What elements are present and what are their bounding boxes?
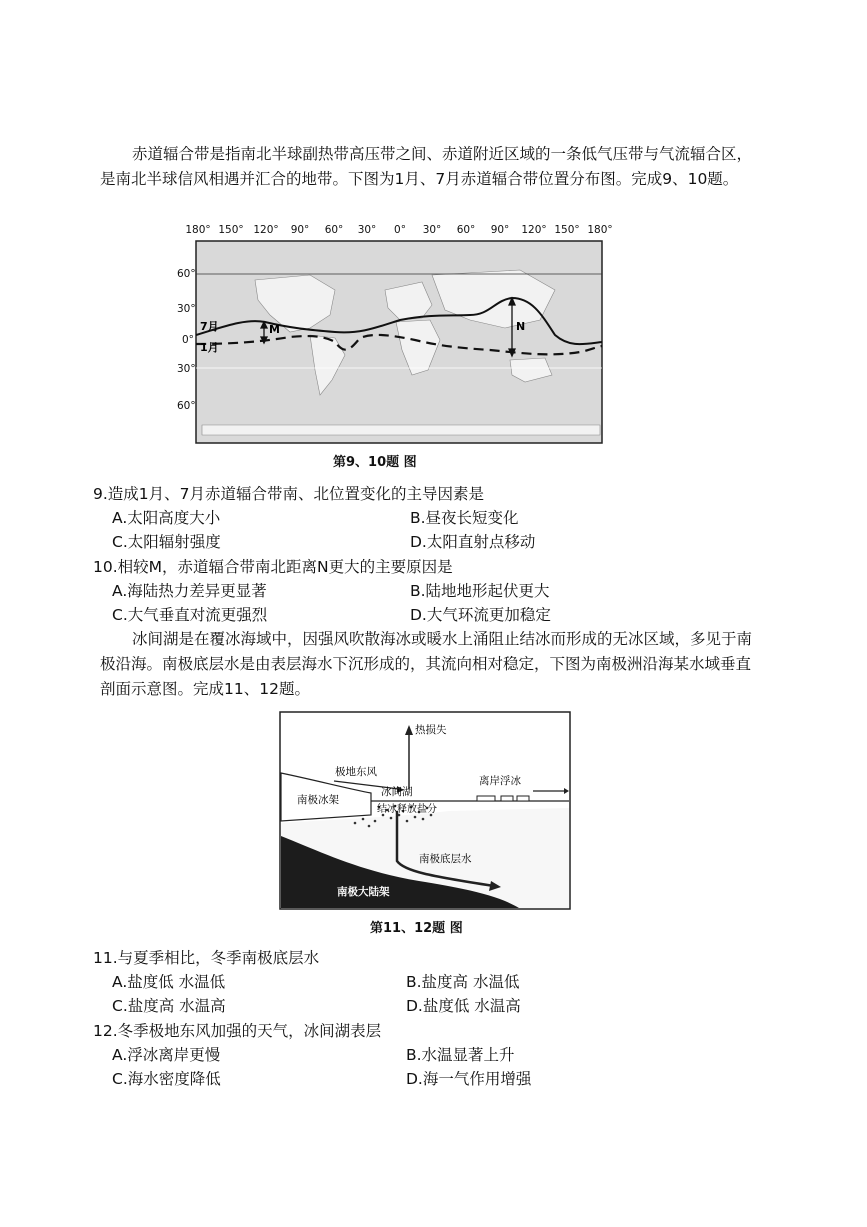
itcz-map xyxy=(160,220,620,450)
label-january: 1月 xyxy=(200,341,219,354)
drift-ice-floes xyxy=(477,796,529,801)
q9-option-d[interactable]: D.太阳直射点移动 xyxy=(410,533,536,551)
label-n: N xyxy=(516,320,526,333)
map-frame xyxy=(196,241,602,443)
lat-label: 60° xyxy=(177,268,196,280)
label-east-wind: 极地东风 xyxy=(335,766,377,778)
q10-stem: 10.相较M，赤道辐合带南北距离N更大的主要原因是 xyxy=(93,558,453,576)
lon-label: 90° xyxy=(490,224,510,236)
lon-label: 120° xyxy=(521,224,547,236)
label-continental-shelf: 南极大陆架 xyxy=(337,886,390,898)
lat-label: 30° xyxy=(177,363,196,375)
q12-option-a[interactable]: A.浮冰离岸更慢 xyxy=(112,1046,221,1064)
q12-option-c[interactable]: C.海水密度降低 xyxy=(112,1070,221,1088)
intro-paragraph-2: 冰间湖是在覆冰海域中，因强风吹散海冰或暖水上涌阻止结冰而形成的无冰区域，多见于南极沿海。南极底层水是由表层海水下沉形成的，其流向相对稳定，下图为南极洲沿海某水域垂直剖面示意图。完成11、12题。 xyxy=(100,630,753,698)
q11-option-a[interactable]: A.盐度低 水温低 xyxy=(112,973,226,991)
q10-option-d[interactable]: D.大气环流更加稳定 xyxy=(410,606,551,624)
label-july: 7月 xyxy=(200,320,219,333)
label-polynya: 冰间湖 xyxy=(381,786,413,798)
q10-option-c[interactable]: C.大气垂直对流更强烈 xyxy=(112,606,268,624)
label-ice-shelf: 南极冰架 xyxy=(297,794,339,806)
label-m: M xyxy=(269,323,280,336)
intro-paragraph-1: 赤道辐合带是指南北半球副热带高压带之间、赤道附近区域的一条低气压带与气流辐合区，是南北半球信风相遇并汇合的地带。下图为1月、7月赤道辐合带位置分布图。完成9、10题。 xyxy=(100,145,753,188)
label-heat-loss: 热损失 xyxy=(415,724,447,736)
q9-stem: 9.造成1月、7月赤道辐合带南、北位置变化的主导因素是 xyxy=(93,485,485,503)
lat-label: 0° xyxy=(182,334,194,346)
label-brine: 结冰释放盐分 xyxy=(377,804,437,815)
q11-stem: 11.与夏季相比，冬季南极底层水 xyxy=(93,949,320,967)
lon-label: 60° xyxy=(456,224,476,236)
q12-stem: 12.冬季极地东风加强的天气，冰间湖表层 xyxy=(93,1022,382,1040)
lon-label: 0° xyxy=(394,224,406,236)
q11-option-d[interactable]: D.盐度低 水温高 xyxy=(406,997,521,1015)
lon-label: 30° xyxy=(357,224,377,236)
q12-option-b[interactable]: B.水温显著上升 xyxy=(406,1046,515,1064)
polynya-diagram-figure xyxy=(279,711,571,911)
q9-option-c[interactable]: C.太阳辐射强度 xyxy=(112,533,221,551)
q9-option-b[interactable]: B.昼夜长短变化 xyxy=(410,509,519,527)
label-drift-ice: 离岸浮冰 xyxy=(479,775,521,787)
q10-option-b[interactable]: B.陆地地形起伏更大 xyxy=(410,582,550,600)
lon-label: 180° xyxy=(185,224,211,236)
q11-option-b[interactable]: B.盐度高 水温低 xyxy=(406,973,520,991)
lat-label: 30° xyxy=(177,303,196,315)
map-caption: 第9、10题 图 xyxy=(333,455,417,470)
diagram-caption: 第11、12题 图 xyxy=(370,921,463,936)
lon-label: 90° xyxy=(290,224,310,236)
lon-label: 120° xyxy=(253,224,279,236)
lon-label: 30° xyxy=(422,224,442,236)
lon-label: 150° xyxy=(554,224,580,236)
itcz-map-figure xyxy=(160,220,620,450)
lon-label: 60° xyxy=(324,224,344,236)
lon-label: 150° xyxy=(218,224,244,236)
q9-option-a[interactable]: A.太阳高度大小 xyxy=(112,509,221,527)
q11-option-c[interactable]: C.盐度高 水温高 xyxy=(112,997,226,1015)
lat-label: 60° xyxy=(177,400,196,412)
lon-label: 180° xyxy=(587,224,613,236)
q10-option-a[interactable]: A.海陆热力差异更显著 xyxy=(112,582,267,600)
polynya-diagram xyxy=(279,711,571,911)
q12-option-d[interactable]: D.海一气作用增强 xyxy=(406,1070,532,1088)
label-bottom-water: 南极底层水 xyxy=(419,853,472,865)
